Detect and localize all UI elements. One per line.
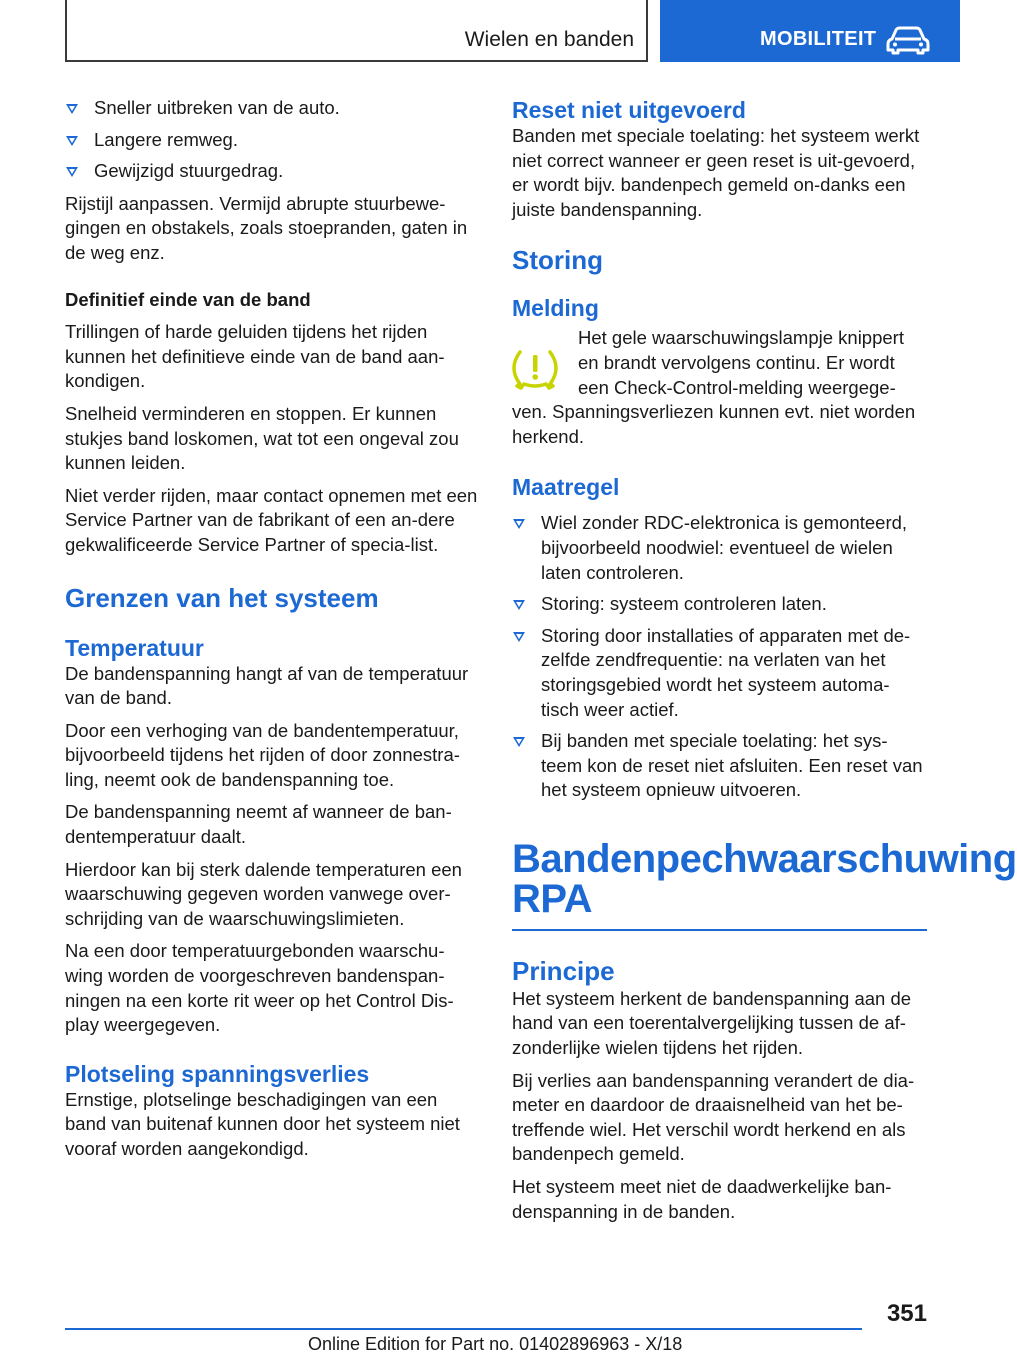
paragraph: Na een door temperatuurgebonden waarschu-wing worden de voorgeschreven bandenspan-ningen na een korte rit weer op het Control Dis-play weergegeven. xyxy=(65,940,454,1036)
heading-fault: Storing xyxy=(512,245,603,276)
list-item: Sneller uitbreken van de auto. xyxy=(65,96,480,121)
paragraph: Niet verder rijden, maar contact opnemen met een Service Partner van de fabrikant of een an-dere gekwalificeerde Service Partner of specia-list. xyxy=(65,484,478,555)
page-number: 351 xyxy=(886,1300,927,1327)
warning-text-line: een Check-Control-melding weergege- xyxy=(578,376,896,398)
heading-flat-tyre-warning-rpa: Bandenpechwaarschuwing RPA xyxy=(512,836,1017,921)
subheading-definitive-end: Definitief einde van de band xyxy=(65,288,311,310)
warning-message-block xyxy=(512,326,927,449)
paragraph: Trillingen of harde geluiden tijdens het rijden kunnen het definitieve einde van de band aan-kondigen. xyxy=(65,321,445,392)
triangle-bullet-icon xyxy=(66,167,78,177)
measure-list xyxy=(512,511,927,803)
paragraph: Banden met speciale toelating: het systeem werkt niet correct wanneer er geen reset is uit-gevoerd, er wordt bijv. bandenpech gemeld on-danks een juiste bandenspanning. xyxy=(512,125,920,220)
list-item: Gewijzigd stuurgedrag. xyxy=(65,159,480,184)
heading-measure: Maatregel xyxy=(512,474,620,501)
consequence-list xyxy=(65,96,480,184)
triangle-bullet-icon xyxy=(66,104,78,114)
heading-sudden-pressure-loss: Plotseling spanningsverlies xyxy=(65,1060,370,1087)
heading-principle: Principe xyxy=(512,955,615,986)
paragraph: Bij verlies aan bandenspanning verandert de dia-meter en daardoor de draaisnelheid van het be-treffende wiel. Het verschil wordt herkend en als bandenpech gemeld. xyxy=(512,1069,915,1165)
paragraph: Het systeem meet niet de daadwerkelijke ban-denspanning in de banden. xyxy=(512,1176,892,1222)
heading-reset-not-done: Reset niet uitgevoerd xyxy=(512,97,746,123)
header-section-box xyxy=(65,0,648,62)
triangle-bullet-icon xyxy=(513,632,525,642)
car-icon xyxy=(886,26,930,54)
warning-text-rest: ven. Spanningsverliezen kunnen evt. niet worden herkend. xyxy=(512,401,916,447)
tire-pressure-warning-icon xyxy=(512,346,558,390)
list-item: Langere remweg. xyxy=(65,128,480,153)
paragraph: Door een verhoging van de bandentemperatuur, bijvoorbeeld tijdens het rijden of door zonnestra-ling, neemt ook de bandenspanning toe. xyxy=(65,719,460,790)
triangle-bullet-icon xyxy=(66,136,78,146)
paragraph: Hierdoor kan bij sterk dalende temperaturen een waarschuwing gegeven worden vanwege over-schrijding van de waarschuwingslimieten. xyxy=(65,858,462,929)
list-item: Bij banden met speciale toelating: het sys-teem kon de reset niet afsluiten. Een reset van het systeem opnieuw uitvoeren. xyxy=(512,729,927,803)
heading-temperature: Temperatuur xyxy=(65,634,204,661)
left-column xyxy=(65,96,480,1162)
paragraph: De bandenspanning hangt af van de temperatuur van de band. xyxy=(65,662,469,709)
footer-edition-text: Online Edition for Part no. 01402896963 - X/18 xyxy=(308,1334,683,1354)
right-column xyxy=(512,96,1017,1224)
list-item: Storing door installaties of apparaten met de-zelfde zendfrequentie: na verlaten van het storingsgebied wordt het systeem automa-tisch weer actief. xyxy=(512,624,927,722)
paragraph: Het systeem herkent de bandenspanning aan de hand van een toerentalvergelijking tussen de af-zonderlijke wielen tijdens het rijden. xyxy=(512,987,912,1059)
paragraph: Snelheid verminderen en stoppen. Er kunnen stukjes band loskomen, wat tot een ongeval zou kunnen leiden. xyxy=(65,402,459,474)
heading-message: Melding xyxy=(512,295,599,322)
paragraph: De bandenspanning neemt af wanneer de ban-dentemperatuur daalt. xyxy=(65,801,452,848)
paragraph: Ernstige, plotselinge beschadigingen van een band van buitenaf kunnen door het systeem niet vooraf worden aangekondigd. xyxy=(65,1088,460,1159)
paragraph: Rijstijl aanpassen. Vermijd abrupte stuurbewe-gingen en obstakels, zoals stoepranden, gaten in de weg enz. xyxy=(65,192,468,263)
warning-text-line: en brandt vervolgens continu. Er wordt xyxy=(578,351,895,373)
footer-rule xyxy=(65,1328,862,1330)
heading-system-limits: Grenzen van het systeem xyxy=(65,582,379,613)
triangle-bullet-icon xyxy=(513,519,525,529)
triangle-bullet-icon xyxy=(513,737,525,747)
header-chapter-tab xyxy=(660,0,960,62)
header-chapter-title: MOBILITEIT xyxy=(760,28,877,50)
list-item: Storing: systeem controleren laten. xyxy=(512,592,927,617)
heading-underline-rule xyxy=(512,929,927,931)
warning-text-line: Het gele waarschuwingslampje knippert xyxy=(578,327,904,349)
header-section-title: Wielen en banden xyxy=(464,28,634,51)
triangle-bullet-icon xyxy=(513,600,525,610)
list-item: Wiel zonder RDC-elektronica is gemonteerd, bijvoorbeeld noodwiel: eventueel de wielen laten controleren. xyxy=(512,511,927,585)
